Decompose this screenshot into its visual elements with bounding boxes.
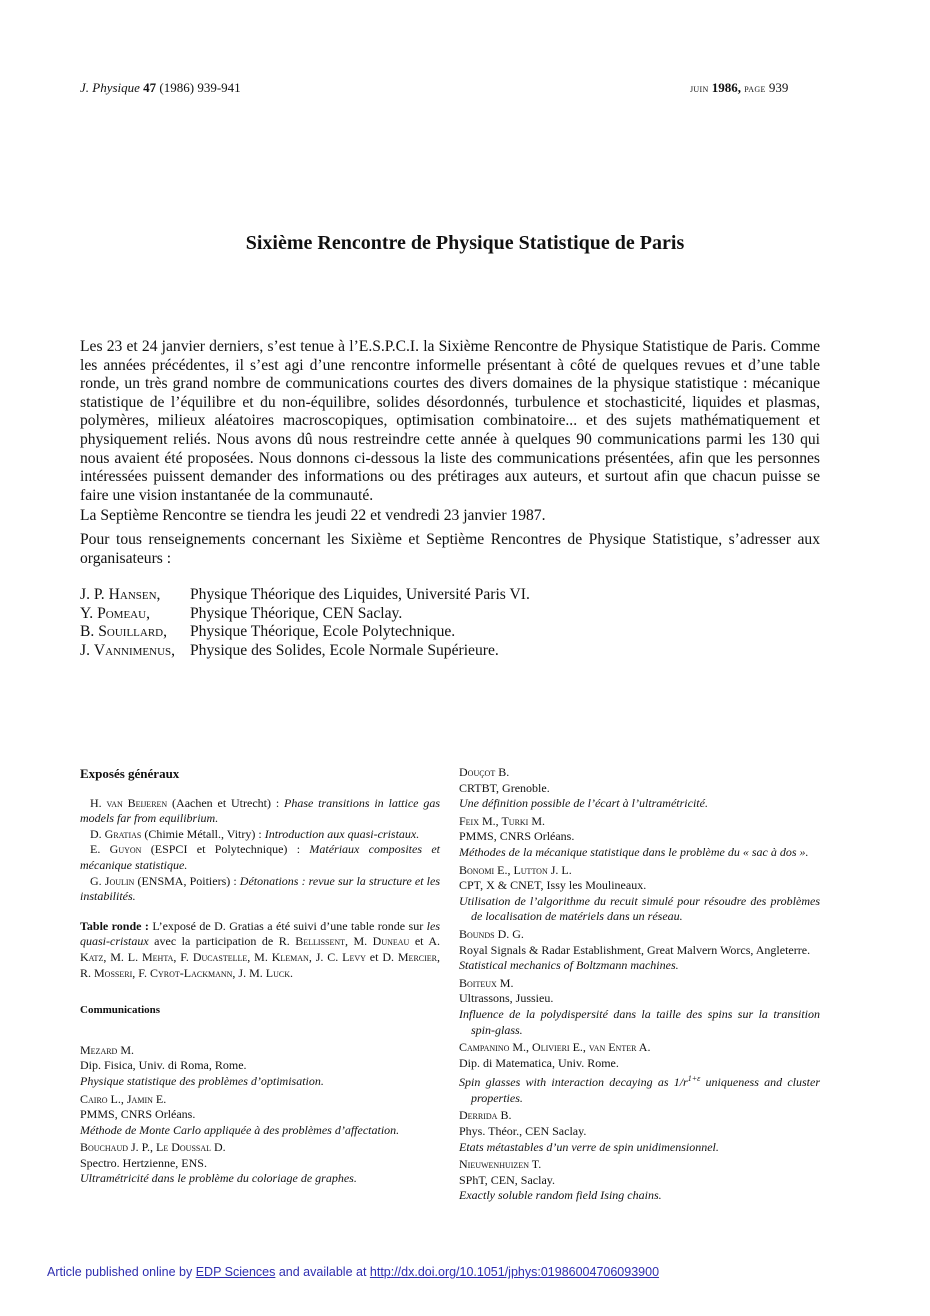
entry-affiliation: Spectro. Hertzienne, ENS. bbox=[80, 1155, 207, 1170]
entry-title: Ultramétricité dans le problème du coloriage de graphes. bbox=[80, 1171, 357, 1186]
entry-authors: Derrida B. bbox=[459, 1108, 512, 1123]
entry-affiliation: Dip. di Matematica, Univ. Rome. bbox=[459, 1055, 619, 1070]
organizer-affiliation: Physique Théorique, CEN Saclay. bbox=[190, 604, 403, 622]
intro-paragraph-1: Les 23 et 24 janvier derniers, s’est tenue à l’E.S.P.C.I. la Sixième Rencontre de Physique Statistique de Paris. Comme les années précédentes, il s’est agi d’une rencontre informelle présentant à côté de quelques revues et d’une table ronde, un très grand nombre de communications courtes des divers domaines de la physique statistique : mécanique statistique de l’équilibre et du non-équilibre, solides désordonnés, turbulence et stochasticité, liquides et plasmas, polymères, milieux aléatoires macroscopiques, optimisation combinatoire... et des sujets mathématiquement et physiquement reliés. Nous avons dû nous restreindre cette année à quelques 90 communications parmi les 130 qui nous avaient été proposées. Nous donnons ci-dessous la liste des communications présentées, afin que les personnes intéressées puissent demander des informations ou des prétirages aux auteurs, et surtout afin que chacun puisse se faire une vision instantanée de la communauté. bbox=[80, 338, 820, 504]
year-pages: (1986) 939-941 bbox=[159, 80, 241, 95]
organizer-name: B. Souillard, bbox=[80, 623, 168, 641]
organizer-name: Y. Pomeau, bbox=[80, 604, 150, 622]
entry-authors: Cairo L., Jamin E. bbox=[80, 1091, 167, 1106]
entry-title: Spin glasses with interaction decaying as $1/r^{1+\varepsilon}$ uniqueness and cluster properties. bbox=[459, 1074, 820, 1105]
article-title: Sixième Rencontre de Physique Statistique de Paris bbox=[245, 232, 685, 254]
communication-entry bbox=[459, 765, 820, 812]
communication-entry bbox=[80, 1092, 440, 1139]
page-label: page bbox=[744, 83, 766, 95]
right-column bbox=[459, 765, 820, 1206]
publisher-link[interactable]: EDP Sciences bbox=[195, 1265, 276, 1279]
organizer-affiliation: Physique des Solides, Ecole Normale Supérieure. bbox=[190, 641, 499, 659]
organizers-list bbox=[80, 586, 530, 660]
general-talk: G. Joulin (ENSMA, Poitiers) : Détonations : revue sur la structure et les instabilités. bbox=[80, 873, 441, 904]
entry-title: Exactly soluble random field Ising chains. bbox=[459, 1188, 662, 1203]
communication-entry bbox=[459, 814, 820, 861]
communication-entry bbox=[459, 1157, 820, 1204]
doi-link[interactable]: http://dx.doi.org/10.1051/jphys:01986004706093900 bbox=[369, 1265, 660, 1279]
entry-authors: Nieuwenhuizen T. bbox=[459, 1157, 542, 1172]
entry-affiliation: CPT, X & CNET, Issy les Moulineaux. bbox=[459, 878, 647, 893]
communication-entry bbox=[80, 1043, 440, 1090]
organizer-row bbox=[80, 623, 530, 642]
month: juin bbox=[690, 83, 709, 95]
communication-entry bbox=[459, 1108, 820, 1155]
publication-footer bbox=[47, 1265, 659, 1279]
entry-authors: Douçot B. bbox=[459, 765, 510, 779]
entry-title: Influence de la polydispersité dans la taille des spins sur la transition spin-glass. bbox=[459, 1006, 820, 1037]
running-header-right bbox=[690, 80, 788, 96]
entry-authors: Bounds D. G. bbox=[459, 926, 524, 941]
organizer-name: J. P. Hansen, bbox=[80, 586, 161, 603]
organizer-affiliation: Physique Théorique des Liquides, Université Paris VI. bbox=[190, 586, 530, 603]
journal-name: J. Physique bbox=[80, 80, 140, 95]
year: 1986, bbox=[711, 80, 742, 95]
entry-authors: Bonomi E., Lutton J. L. bbox=[459, 862, 572, 877]
page-number: 939 bbox=[768, 80, 789, 95]
communication-entry bbox=[80, 1140, 440, 1187]
entry-title: Etats métastables d’un verre de spin unidimensionnel. bbox=[459, 1139, 719, 1154]
entry-title: Méthodes de la mécanique statistique dans le problème du « sac à dos ». bbox=[459, 844, 809, 859]
entry-authors: Mezard M. bbox=[80, 1042, 135, 1057]
round-table-paragraph: Table ronde : L’exposé de D. Gratias a été suivi d’une table ronde sur les quasi-cristaux avec la participation de R. Bellissent, M. Duneau et A. Katz, M. L. Mehta, F. Ducastelle, M. Kleman, J. C. Levy et D. Mercier, R. Mosseri, F. Cyrot-Lackmann, J. M. Luck. bbox=[80, 918, 441, 980]
communications-heading: Communications bbox=[80, 1004, 161, 1017]
entry-authors: Bouchaud J. P., Le Doussal D. bbox=[80, 1140, 226, 1155]
entry-affiliation: Royal Signals & Radar Establishment, Great Malvern Worcs, Angleterre. bbox=[459, 942, 811, 957]
communication-entry bbox=[459, 927, 820, 974]
intro-paragraph-3: Pour tous renseignements concernant les Sixième et Septième Rencontres de Physique Statistique, s’adresser aux organisateurs : bbox=[80, 531, 820, 567]
entry-affiliation: CRTBT, Grenoble. bbox=[459, 780, 550, 795]
entry-authors: Boiteux M. bbox=[459, 975, 514, 990]
intro-paragraph-2: La Septième Rencontre se tiendra les jeudi 22 et vendredi 23 janvier 1987. bbox=[80, 507, 546, 524]
entry-affiliation: Phys. Théor., CEN Saclay. bbox=[459, 1124, 587, 1139]
organizer-row bbox=[80, 605, 530, 624]
communication-entry bbox=[459, 976, 820, 1038]
footer-text: Article published online by bbox=[47, 1265, 196, 1279]
entry-title: Utilisation de l’algorithme du recuit simulé pour résoudre des problèmes de localisation de matériels dans un réseau. bbox=[459, 893, 820, 924]
general-talks-heading: Exposés généraux bbox=[80, 766, 180, 781]
organizer-affiliation: Physique Théorique, Ecole Polytechnique. bbox=[190, 623, 456, 641]
general-talk: D. Gratias (Chimie Métall., Vitry) : Introduction aux quasi-cristaux. bbox=[90, 826, 420, 841]
entry-affiliation: Ultrassons, Jussieu. bbox=[459, 991, 554, 1006]
general-talk: E. Guyon (ESPCI et Polytechnique) : Matériaux composites et mécanique statistique. bbox=[80, 842, 440, 872]
entry-title: Une définition possible de l’écart à l’ultramétricité. bbox=[459, 796, 708, 811]
entry-title: Physique statistique des problèmes d’optimisation. bbox=[80, 1073, 324, 1088]
footer-text: and available at bbox=[275, 1265, 370, 1279]
entry-affiliation: Dip. Fisica, Univ. di Roma, Rome. bbox=[80, 1058, 247, 1073]
communication-entry bbox=[459, 863, 820, 925]
volume-number: 47 bbox=[143, 80, 157, 95]
entry-authors: Campanino M., Olivieri E., van Enter A. bbox=[459, 1040, 651, 1055]
entry-affiliation: PMMS, CNRS Orléans. bbox=[80, 1107, 196, 1122]
organizer-name: J. Vannimenus, bbox=[80, 641, 176, 659]
entry-affiliation: SPhT, CEN, Saclay. bbox=[459, 1172, 555, 1187]
running-header-left bbox=[80, 80, 241, 96]
left-column bbox=[80, 766, 440, 1189]
entry-authors: Feix M., Turki M. bbox=[459, 813, 546, 828]
organizer-row bbox=[80, 642, 530, 661]
communication-entry bbox=[459, 1040, 820, 1106]
organizer-row bbox=[80, 586, 530, 605]
general-talk: H. van Beijeren (Aachen et Utrecht) : Phase transitions in lattice gas models far from equilibrium. bbox=[80, 795, 440, 826]
entry-title: Méthode de Monte Carlo appliquée à des problèmes d’affectation. bbox=[80, 1122, 400, 1137]
entry-affiliation: PMMS, CNRS Orléans. bbox=[459, 829, 575, 844]
entry-title: Statistical mechanics of Boltzmann machines. bbox=[459, 958, 679, 973]
